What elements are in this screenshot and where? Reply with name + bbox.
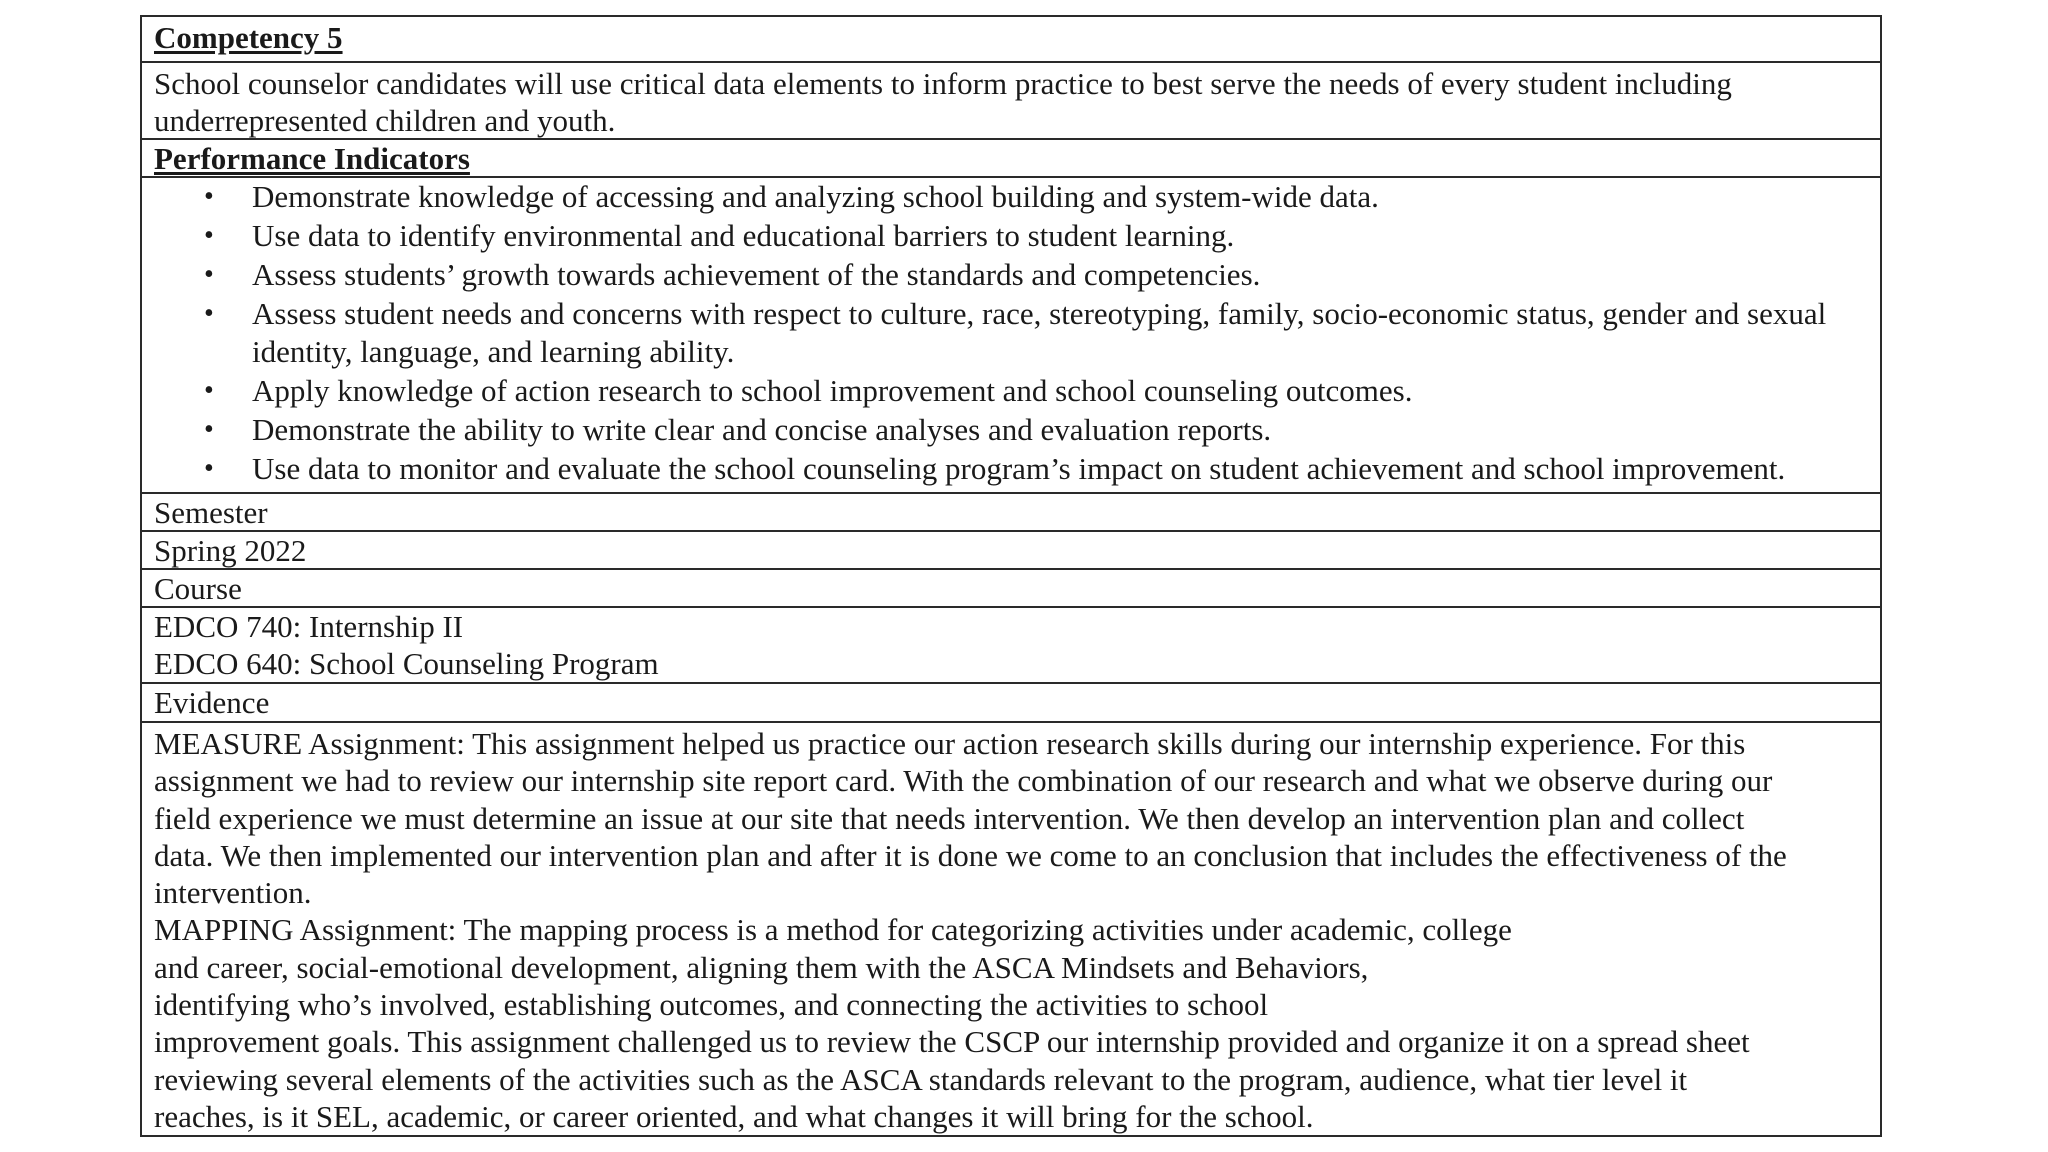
text-line: identifying who’s involved, establishing outcomes, and connecting the activities to school (154, 987, 1269, 1023)
list-item (154, 217, 1868, 255)
competency-description: School counselor candidates will use critical data elements to inform practice to best serve the needs of every student including underrepresented children and youth. (154, 66, 1732, 138)
competency-title-row (142, 17, 1880, 63)
text-line: improvement goals. This assignment challenged us to review the CSCP our internship provided and organize it on a spread sheet (154, 1024, 1750, 1060)
semester-value: Spring 2022 (154, 533, 307, 568)
text-line: intervention. (154, 875, 312, 911)
course-label-row (142, 570, 1880, 608)
evidence-label-row (142, 684, 1880, 723)
course-value: EDCO 640: School Counseling Program (154, 646, 659, 681)
measure-assignment-paragraph (154, 725, 1868, 911)
competency-title: Competency 5 (154, 20, 343, 55)
indicator-text: Assess student needs and concerns with respect to culture, race, stereotyping, family, socio-economic status, gender and sexual identity, language, and learning ability. (252, 296, 1827, 369)
text-line: assignment we had to review our internship site report card. With the combination of our research and what we observe during our (154, 763, 1773, 799)
course-label: Course (154, 571, 242, 606)
mapping-assignment-paragraph (154, 911, 1868, 1135)
list-item (154, 295, 1868, 371)
text-line: field experience we must determine an issue at our site that needs intervention. We then develop an intervention plan and collect (154, 800, 1745, 836)
semester-label-row (142, 494, 1880, 532)
text-line: reaches, is it SEL, academic, or career oriented, and what changes it will bring for the school. (154, 1098, 1314, 1134)
performance-indicators-row (142, 178, 1880, 494)
performance-indicators-title: Performance Indicators (154, 141, 470, 176)
bullet-icon: • (204, 414, 214, 445)
bullet-icon: • (204, 453, 214, 484)
competency-description-row (142, 63, 1880, 140)
text-line: MAPPING Assignment: The mapping process is a method for categorizing activities under academic, college (154, 912, 1512, 948)
list-item (154, 372, 1868, 410)
bullet-icon: • (204, 220, 214, 251)
semester-value-row (142, 532, 1880, 570)
bullet-icon: • (204, 181, 214, 212)
indicator-text: Apply knowledge of action research to school improvement and school counseling outcomes. (252, 373, 1413, 408)
indicator-text: Assess students’ growth towards achievement of the standards and competencies. (252, 257, 1261, 292)
list-item (154, 178, 1868, 216)
competency-table (140, 15, 1882, 1137)
text-line: MEASURE Assignment: This assignment helped us practice our action research skills during our internship experience. For this (154, 726, 1746, 761)
course-value: EDCO 740: Internship II (154, 609, 464, 644)
list-item (154, 256, 1868, 294)
bullet-icon: • (204, 259, 214, 290)
indicator-text: Use data to monitor and evaluate the school counseling program’s impact on student achievement and school improvement. (252, 451, 1786, 486)
semester-label: Semester (154, 495, 268, 530)
course-values-row (142, 608, 1880, 684)
indicator-text: Demonstrate knowledge of accessing and analyzing school building and system-wide data. (252, 179, 1379, 214)
indicator-text: Demonstrate the ability to write clear and concise analyses and evaluation reports. (252, 412, 1272, 447)
bullet-icon: • (204, 375, 214, 406)
performance-indicators-list (154, 178, 1868, 488)
performance-indicators-title-row (142, 140, 1880, 178)
evidence-label: Evidence (154, 685, 270, 720)
indicator-text: Use data to identify environmental and educational barriers to student learning. (252, 218, 1235, 253)
list-item (154, 450, 1868, 488)
text-line: reviewing several elements of the activities such as the ASCA standards relevant to the program, audience, what tier level it (154, 1061, 1688, 1097)
text-line: data. We then implemented our intervention plan and after it is done we come to an conclusion that includes the effectiveness of the (154, 837, 1787, 873)
bullet-icon: • (204, 298, 214, 329)
evidence-content-row (142, 723, 1880, 1135)
text-line: and career, social-emotional development, aligning them with the ASCA Mindsets and Behaviors, (154, 949, 1369, 985)
list-item (154, 411, 1868, 449)
